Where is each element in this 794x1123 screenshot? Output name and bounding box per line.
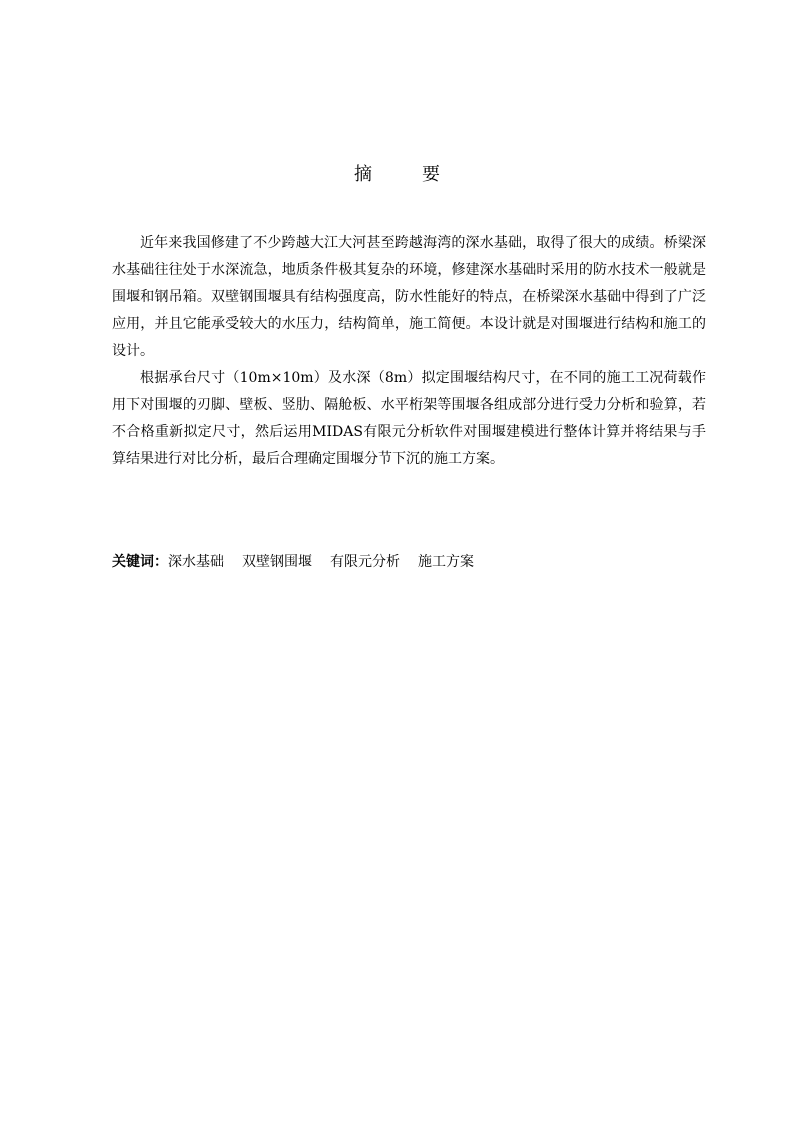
abstract-body bbox=[112, 230, 706, 473]
keyword-item: 有限元分析 bbox=[330, 554, 400, 570]
keyword-item: 深水基础 bbox=[168, 554, 224, 570]
keyword-item: 双壁钢围堰 bbox=[242, 554, 312, 570]
abstract-paragraph-1: 近年来我国修建了不少跨越大江大河甚至跨越海湾的深水基础，取得了很大的成绩。桥梁深水基础往往处于水深流急，地质条件极其复杂的环境，修建深水基础时采用的防水技术一般就是围堰和钢吊箱。双壁钢围堰具有结构强度高，防水性能好的特点，在桥梁深水基础中得到了广泛应用，并且它能承受较大的水压力，结构简单，施工简便。本设计就是对围堰进行结构和施工的设计。 bbox=[112, 235, 706, 359]
keyword-item: 施工方案 bbox=[418, 554, 474, 570]
keywords-label: 关键词： bbox=[112, 554, 168, 570]
keywords-line bbox=[112, 550, 712, 574]
abstract-title: 摘 要 bbox=[354, 164, 456, 185]
abstract-paragraph-2: 根据承台尺寸（10m×10m）及水深（8m）拟定围堰结构尺寸，在不同的施工工况荷载作用下对围堰的刃脚、壁板、竖肋、隔舱板、水平桁架等围堰各组成部分进行受力分析和验算，若不合格重新拟定尺寸，然后运用MIDAS有限元分析软件对围堰建模进行整体计算并将结果与手算结果进行对比分析，最后合理确定围堰分节下沉的施工方案。 bbox=[112, 370, 706, 467]
